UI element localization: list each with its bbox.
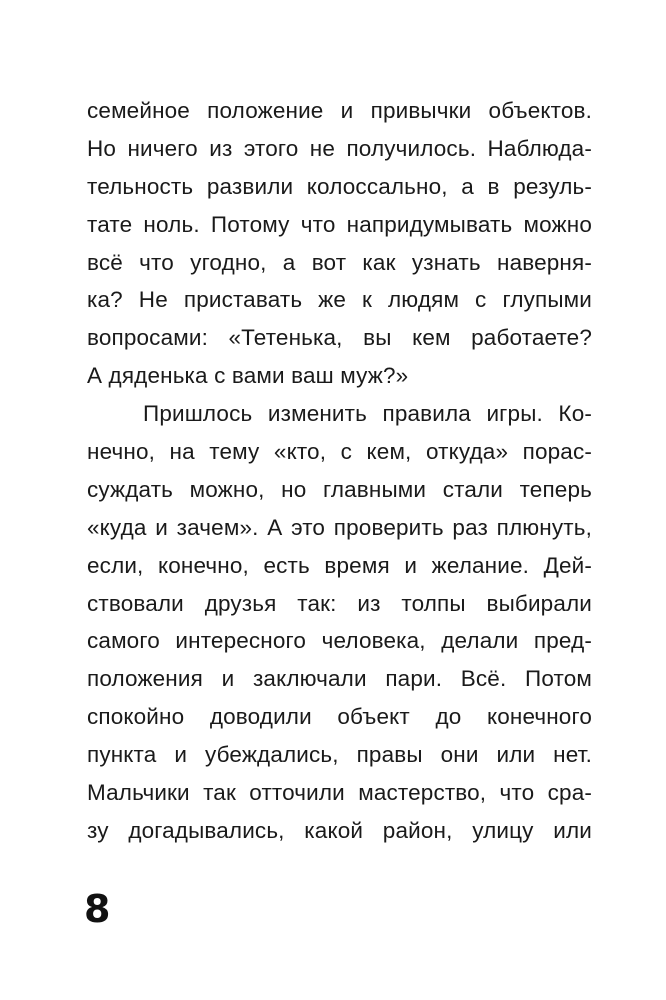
text-line: тельность развили колоссально, а в резуль- (87, 173, 592, 199)
paragraph-2 (87, 395, 592, 850)
text-line: суждать можно, но главными стали теперь (87, 476, 592, 502)
text-line: ка? Не приставать же к людям с глупыми (87, 287, 592, 313)
text-line: вопросами: «Тетенька, вы кем работаете? (87, 325, 592, 351)
text-line: Но ничего из этого не получилось. Наблюда- (87, 135, 592, 161)
paragraph-1 (87, 92, 592, 395)
text-line: положения и заключали пари. Всё. Потом (87, 666, 592, 692)
text-line: пункта и убеждались, правы они или нет. (87, 742, 592, 768)
text-line: тате ноль. Потому что напридумывать можно (87, 211, 592, 237)
text-line: если, конечно, есть время и желание. Дей- (87, 552, 592, 578)
text-line: ствовали друзья так: из толпы выбирали (87, 590, 592, 616)
text-line: А дяденька с вами ваш муж?» (87, 363, 409, 389)
text-line: самого интересного человека, делали пред- (87, 628, 592, 654)
text-line: спокойно доводили объект до конечного (87, 704, 592, 730)
body-text (87, 92, 592, 850)
text-line: зу догадывались, какой район, улицу или (87, 817, 592, 843)
text-line: семейное положение и привычки объектов. (87, 98, 592, 123)
text-line: «куда и зачем». А это проверить раз плюнуть, (87, 514, 592, 540)
text-line: нечно, на тему «кто, с кем, откуда» порас- (87, 439, 592, 465)
text-line: Мальчики так отточили мастерство, что сра- (87, 780, 592, 806)
page-number: 8 (84, 887, 111, 931)
text-line: Пришлось изменить правила игры. Ко- (143, 401, 592, 427)
text-line: всё что угодно, а вот как узнать наверня- (87, 249, 592, 275)
